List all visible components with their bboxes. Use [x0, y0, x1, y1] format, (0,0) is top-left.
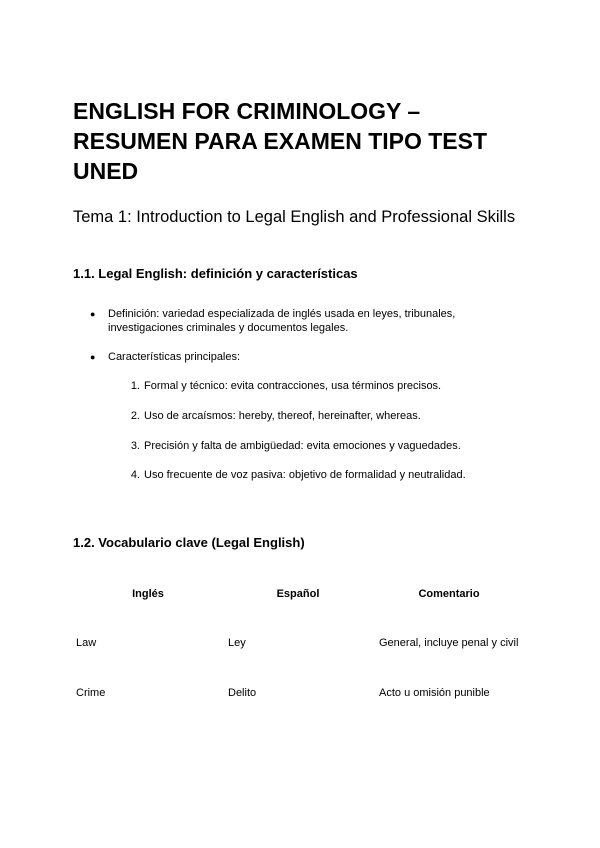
table-cell: Crime [76, 687, 106, 699]
bullet-icon: ● [90, 309, 96, 319]
section-heading-1-2: 1.2. Vocabulario clave (Legal English) [73, 535, 305, 550]
item-number: 3. [130, 440, 140, 452]
numbered-item-text: Uso frecuente de voz pasiva: objetivo de formalidad y neutralidad. [144, 469, 466, 481]
title-line: ENGLISH FOR CRIMINOLOGY – [73, 98, 421, 124]
table-cell: General, incluye penal y civil [379, 637, 519, 649]
numbered-item-text: Precisión y falta de ambigüedad: evita emociones y vaguedades. [144, 440, 461, 452]
list-item-text: Definición: variedad especializada de inglés usada en leyes, tribunales, investigaciones criminales y documentos legales. [108, 308, 456, 334]
list-item-text: Características principales: [108, 351, 241, 363]
section-heading-1-1: 1.1. Legal English: definición y características [73, 266, 358, 281]
table-cell: Law [76, 637, 97, 649]
table-cell: Ley [228, 637, 246, 649]
numbered-item-text: Uso de arcaísmos: hereby, thereof, hereinafter, whereas. [144, 410, 421, 422]
table-header-cell: Inglés [132, 588, 164, 600]
table-header-cell: Español [276, 588, 320, 600]
table-cell: Acto u omisión punible [379, 687, 490, 699]
title-line: UNED [73, 158, 139, 184]
numbered-item-text: Formal y técnico: evita contracciones, usa términos precisos. [144, 380, 442, 392]
document-title [73, 96, 543, 186]
topic-heading: Tema 1: Introduction to Legal English and Professional Skills [73, 208, 516, 226]
title-line: RESUMEN PARA EXAMEN TIPO TEST [73, 128, 488, 154]
bullet-icon: ● [90, 352, 96, 362]
table-header-cell: Comentario [418, 588, 480, 600]
item-number: 2. [130, 410, 140, 422]
item-number: 1. [130, 380, 140, 392]
item-number: 4. [130, 469, 140, 481]
table-cell: Delito [228, 687, 257, 699]
